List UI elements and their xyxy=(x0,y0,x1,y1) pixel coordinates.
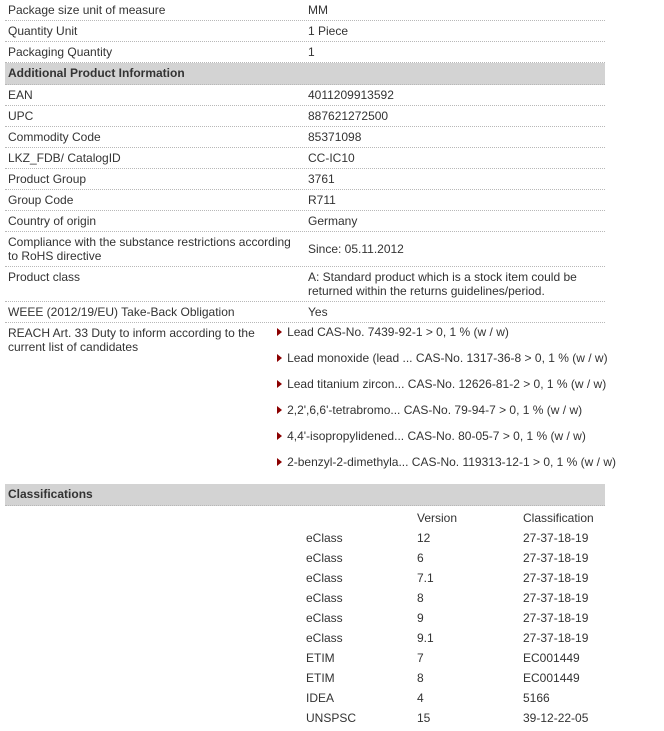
classification-cell: 27-37-18-19 xyxy=(523,531,589,545)
version-cell: 15 xyxy=(417,711,431,725)
reach-item-link[interactable]: Lead titanium zircon... CAS-No. 12626-81-2 > 0, 1 % (w / w) xyxy=(287,377,607,391)
version-cell: 6 xyxy=(417,551,424,565)
detail-label: Commodity Code xyxy=(8,130,101,144)
table-row xyxy=(306,708,633,728)
detail-label: Package size unit of measure xyxy=(8,3,166,17)
reach-item[interactable] xyxy=(277,429,616,455)
table-row xyxy=(306,568,633,588)
detail-row xyxy=(5,106,605,127)
detail-label: Product Group xyxy=(8,172,87,186)
rohs-value: Since: 05.11.2012 xyxy=(308,242,404,256)
table-row xyxy=(306,528,633,548)
classification-cell: EC001449 xyxy=(523,671,580,685)
rohs-row xyxy=(5,232,605,267)
additional-info-header: Additional Product Information xyxy=(5,63,605,85)
table-row xyxy=(306,648,633,668)
table-row xyxy=(306,588,633,608)
system-cell: eClass xyxy=(306,551,343,565)
system-cell: IDEA xyxy=(306,691,335,705)
detail-row xyxy=(5,169,605,190)
reach-list xyxy=(277,325,616,481)
detail-row xyxy=(5,85,605,106)
reach-item[interactable] xyxy=(277,325,616,351)
classifications-table xyxy=(306,508,633,728)
arrow-right-icon xyxy=(277,406,282,414)
reach-row xyxy=(5,323,616,479)
detail-row xyxy=(5,148,605,169)
version-cell: 4 xyxy=(417,691,424,705)
version-cell: 12 xyxy=(417,531,431,545)
reach-item-link[interactable]: 2-benzyl-2-dimethyla... CAS-No. 119313-12-1 > 0, 1 % (w / w) xyxy=(287,455,616,469)
column-header: Version xyxy=(417,511,458,525)
reach-item[interactable] xyxy=(277,403,616,429)
weee-value: Yes xyxy=(308,305,328,319)
detail-value: 3761 xyxy=(308,172,335,186)
detail-value: 4011209913592 xyxy=(308,88,394,102)
classification-cell: 27-37-18-19 xyxy=(523,611,589,625)
product-class-label: Product class xyxy=(8,270,81,284)
detail-label: Country of origin xyxy=(8,214,97,228)
version-cell: 9.1 xyxy=(417,631,434,645)
table-row xyxy=(306,668,633,688)
detail-value: MM xyxy=(308,3,328,17)
detail-label: UPC xyxy=(8,109,34,123)
classification-cell: 27-37-18-19 xyxy=(523,591,589,605)
detail-row xyxy=(5,0,605,21)
version-cell: 7 xyxy=(417,651,424,665)
classification-cell: 27-37-18-19 xyxy=(523,631,589,645)
reach-item-link[interactable]: Lead monoxide (lead ... CAS-No. 1317-36-8 > 0, 1 % (w / w) xyxy=(287,351,608,365)
detail-value: 1 xyxy=(308,45,315,59)
detail-value: 1 Piece xyxy=(308,24,349,38)
arrow-right-icon xyxy=(277,432,282,440)
reach-item[interactable] xyxy=(277,377,616,403)
detail-row xyxy=(5,211,605,232)
version-cell: 8 xyxy=(417,671,424,685)
table-row xyxy=(306,688,633,708)
arrow-right-icon xyxy=(277,354,282,362)
product-class-value: A: Standard product which is a stock item could be returned within the returns guidelines/period. xyxy=(308,270,577,298)
system-cell: eClass xyxy=(306,631,343,645)
weee-label: WEEE (2012/19/EU) Take-Back Obligation xyxy=(8,305,235,319)
system-cell: eClass xyxy=(306,611,343,625)
system-cell: ETIM xyxy=(306,671,335,685)
detail-value: Germany xyxy=(308,214,358,228)
reach-item-link[interactable]: 4,4'-isopropylidened... CAS-No. 80-05-7 > 0, 1 % (w / w) xyxy=(287,429,586,443)
version-cell: 7.1 xyxy=(417,571,434,585)
weee-row xyxy=(5,302,605,323)
rohs-label: Compliance with the substance restrictions according to RoHS directive xyxy=(8,235,291,263)
detail-label: Group Code xyxy=(8,193,74,207)
classification-cell: EC001449 xyxy=(523,651,580,665)
product-details xyxy=(5,0,616,479)
classifications-header: Classifications xyxy=(5,484,605,506)
detail-value: CC-IC10 xyxy=(308,151,355,165)
arrow-right-icon xyxy=(277,380,282,388)
reach-item-link[interactable]: 2,2',6,6'-tetrabromo... CAS-No. 79-94-7 > 0, 1 % (w / w) xyxy=(287,403,583,417)
reach-item-link[interactable]: Lead CAS-No. 7439-92-1 > 0, 1 % (w / w) xyxy=(287,325,509,339)
reach-item[interactable] xyxy=(277,351,616,377)
detail-label: Quantity Unit xyxy=(8,24,78,38)
detail-label: EAN xyxy=(8,88,33,102)
system-cell: eClass xyxy=(306,591,343,605)
detail-row xyxy=(5,127,605,148)
arrow-right-icon xyxy=(277,458,282,466)
version-cell: 8 xyxy=(417,591,424,605)
classification-cell: 27-37-18-19 xyxy=(523,571,589,585)
version-cell: 9 xyxy=(417,611,424,625)
system-cell: eClass xyxy=(306,571,343,585)
arrow-right-icon xyxy=(277,328,282,336)
detail-value: 85371098 xyxy=(308,130,362,144)
column-header xyxy=(306,508,417,528)
classification-cell: 39-12-22-05 xyxy=(523,711,589,725)
detail-row xyxy=(5,42,605,63)
detail-value: R711 xyxy=(308,193,336,207)
system-cell: eClass xyxy=(306,531,343,545)
reach-label: REACH Art. 33 Duty to inform according to the current list of candidates xyxy=(8,326,255,354)
detail-value: 887621272500 xyxy=(308,109,389,123)
column-header: Classification xyxy=(523,511,594,525)
classifications-header-row xyxy=(306,508,633,528)
detail-label: Packaging Quantity xyxy=(8,45,113,59)
detail-row xyxy=(5,190,605,211)
system-cell: UNSPSC xyxy=(306,711,357,725)
table-row xyxy=(306,628,633,648)
detail-row xyxy=(5,21,605,42)
product-class-row xyxy=(5,267,605,302)
system-cell: ETIM xyxy=(306,651,335,665)
classification-cell: 5166 xyxy=(523,691,550,705)
detail-label: LKZ_FDB/ CatalogID xyxy=(8,151,121,165)
classification-cell: 27-37-18-19 xyxy=(523,551,589,565)
table-row xyxy=(306,548,633,568)
reach-item[interactable] xyxy=(277,455,616,481)
table-row xyxy=(306,608,633,628)
